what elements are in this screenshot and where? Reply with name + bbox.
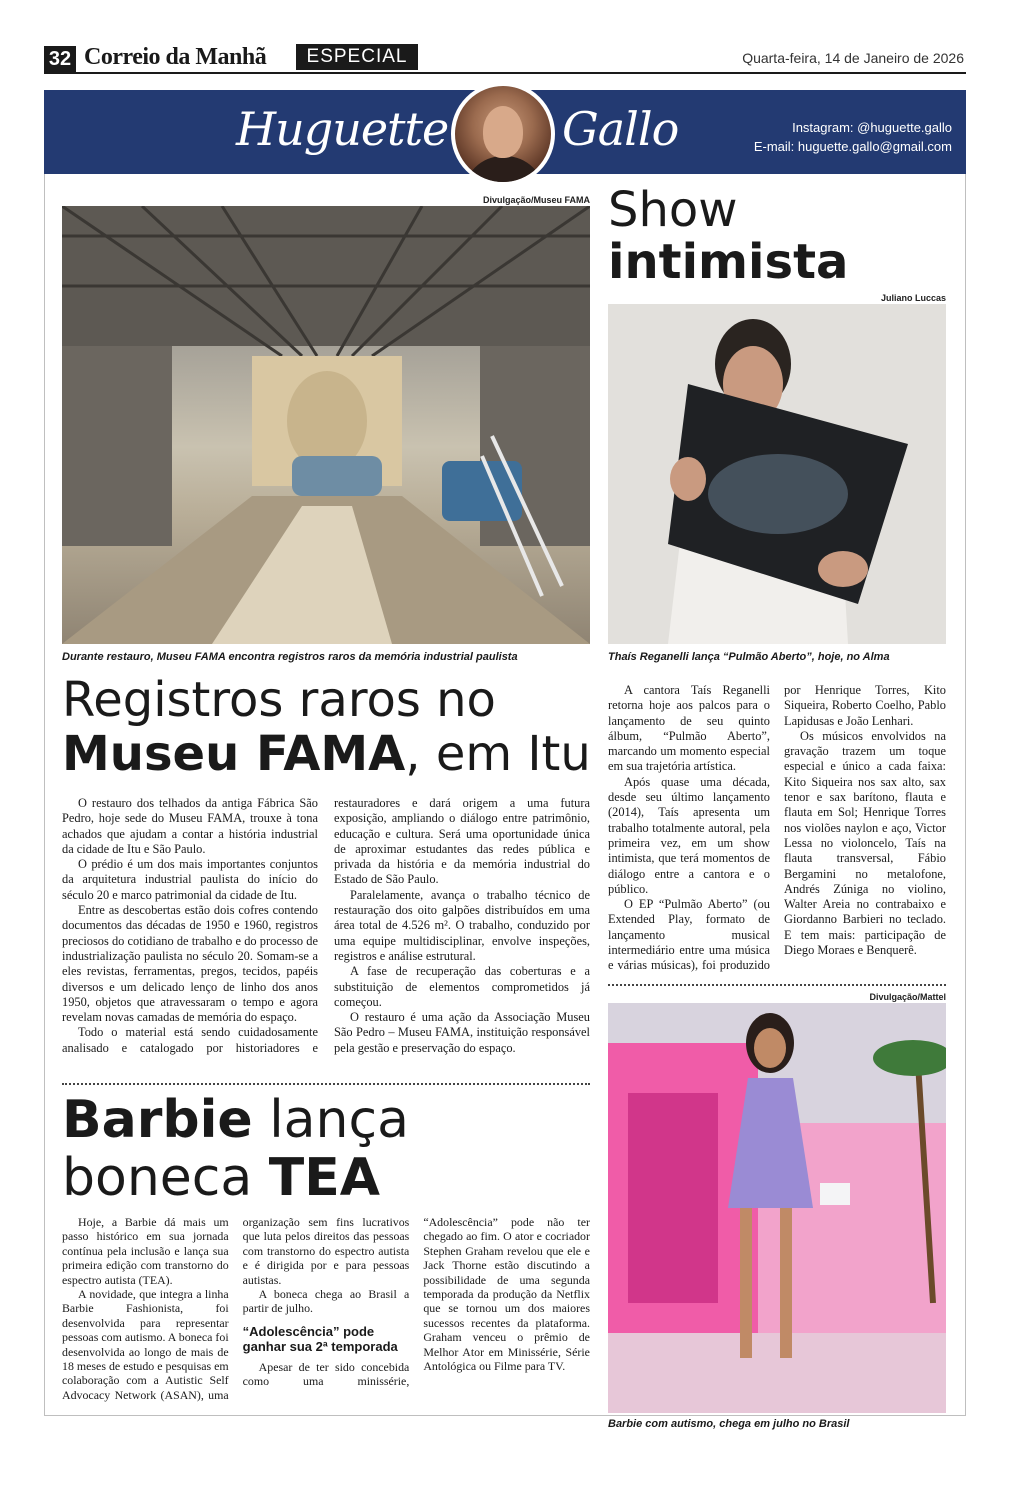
- barbie-paragraph: Hoje, a Barbie dá mais um passo histórico em sua jornada contínua pela inclusão e lança sua primeira edição com transtorno do espectro autista (TEA).: [62, 1215, 229, 1287]
- show-paragraph: Após quase uma década, desde seu último lançamento (2014), Taís apresenta um trabalho totalmente autoral, pela primeira vez, em um show intimista, que terá momentos de diálogo entre a cantora e o público.: [608, 774, 770, 896]
- museum-headline: [62, 672, 591, 782]
- show-paragraph: O EP “Pulmão Aberto” (ou Extended Play, formato de lançamento musical intermediário entre uma música e várias músicas), foi produzido por Henrique Torres, Kito Siqueira, Roberto Coelho, Pablo Lapidusas e João Lenhari.: [608, 683, 946, 973]
- museum-photo-credit: Divulgação/Museu FAMA: [482, 195, 590, 205]
- adolescencia-subhead: “Adolescência” pode ganhar sua 2ª temporada: [242, 1323, 398, 1354]
- show-headline-bold: intimista: [608, 234, 849, 290]
- museum-paragraph: Paralelamente, avança o trabalho técnico de restauração dos oito galpões distribuídos em uma área total de 4.526 m². O trabalho, conduzido por uma equipe multidisciplinar, envolve inspeções, registros e análise estrutural.: [334, 887, 590, 963]
- show-paragraph: A cantora Taís Reganelli retorna hoje aos palcos para o lançamento de seu quinto álbum, “Pulmão Aberto”, marcando um momento especial em sua trajetória artística.: [608, 683, 770, 774]
- show-photo-caption: Thaís Reganelli lança “Pulmão Aberto”, hoje, no Alma: [608, 651, 890, 663]
- barbie-photo-caption: Barbie com autismo, chega em julho no Brasil: [608, 1418, 850, 1430]
- dateline: Quarta-feira, 14 de Janeiro de 2026: [742, 50, 964, 66]
- museum-article-body: [62, 796, 590, 1078]
- museum-headline-rest: , em Itu: [405, 726, 591, 782]
- show-headline-light: Show: [608, 182, 738, 238]
- columnist-last-name: Gallo: [562, 102, 679, 156]
- museum-paragraph: O restauro dos telhados da antiga Fábrica São Pedro, hoje sede do Museu FAMA, trouxe à tona achados que ajudam a contar a história industrial da cidade de Itu e São Paulo.: [62, 796, 318, 856]
- page-number: 32: [44, 46, 76, 72]
- barbie-paragraph: A novidade, que integra a linha Barbie Fashionista, foi desenvolvida para representar pessoas com autismo. A boneca foi desenvolvida ao longo de mais de 18 meses de estudo e pesquisas em colaboração com a Autistic Self Advocacy Network (ASAN), uma organização sem fins lucrativos que luta pelos direitos das pessoas com transtorno do espectro autista e é dirigida por e para pessoas autistas.: [62, 1215, 410, 1402]
- barbie-photo-credit: Divulgação/Mattel: [869, 992, 946, 1002]
- barbie-headline-bold1: Barbie: [62, 1090, 253, 1150]
- columnist-contact: [754, 118, 952, 156]
- section-tag: ESPECIAL: [296, 44, 418, 70]
- show-headline: [608, 182, 849, 290]
- show-article-body: [608, 683, 946, 978]
- museum-paragraph: Todo o material está sendo cuidadosamente analisado e catalogado por historiadores e restauradores e dará origem a uma futura exposição, ampliando o diálogo entre patrimônio, educação e cultura. Será uma oportunidade única de aproximar estudantes das redes pública e privada da história e da memória industrial do Estado de São Paulo.: [62, 796, 590, 1055]
- museum-paragraph: O restauro é uma ação da Associação Museu São Pedro – Museu FAMA, instituição responsável pela gestão e preservação do espaço.: [334, 1010, 590, 1055]
- factory-interior-illustration: [62, 206, 590, 644]
- museum-photo-caption: Durante restauro, Museu FAMA encontra registros raros da memória industrial paulista: [62, 651, 518, 663]
- barbie-doll-illustration: [608, 1003, 946, 1413]
- show-photo-credit: Juliano Luccas: [880, 293, 946, 303]
- museum-paragraph: A fase de recuperação das coberturas e a substituição de elementos comprometidos já começou.: [334, 964, 590, 1009]
- section-divider: [608, 984, 946, 986]
- barbie-doll-photo: [608, 1003, 946, 1413]
- singer-photo: [608, 304, 946, 644]
- show-paragraph: Os músicos envolvidos na gravação trazem um toque especial e único a cada faixa: Kito Siqueira nos sax alto, sax tenor e sax barítono, flauta e flauta em Sol; Henrique Torres nos violões naylon e aço, Victor Lessa no violoncelo, Taís na flauta transversal, Fábio Bergamini no metalofone, Andrés Zúniga no violino, Walter Areia no contrabaixo e Giordanno Barbieri no teclado. E tem mais: participação de Diego Moraes e Benquerê.: [784, 728, 946, 958]
- barbie-headline-bold2: TEA: [268, 1148, 381, 1208]
- columnist-avatar: [451, 82, 555, 186]
- header-rule: [44, 72, 966, 74]
- barbie-article-body: [62, 1215, 590, 1415]
- museum-headline-bold: Museu FAMA: [62, 726, 406, 782]
- masthead-logo: Correio da Manhã: [84, 44, 267, 70]
- section-divider: [62, 1083, 590, 1085]
- museum-paragraph: Entre as descobertas estão dois cofres contendo documentos das décadas de 1950 e 1960, registros preciosos do cotidiano de trabalho e do processo de industrialização paulista no século 20. Somam-se a eles revistas, ferramentas, pregos, tecidos, papéis diversos e um delicado lenço de linho dos anos 1950, objetos que atravessaram o tempo e agora revelam novas camadas de memória do espaço.: [62, 903, 318, 1025]
- museum-factory-photo: [62, 206, 590, 644]
- instagram-handle[interactable]: Instagram: @huguette.gallo: [792, 120, 952, 135]
- singer-illustration: [608, 304, 946, 644]
- barbie-headline-light1: lança: [252, 1090, 409, 1150]
- barbie-headline: [62, 1090, 409, 1208]
- barbie-paragraph: Apesar de ter sido concebida como uma minissérie, “Adolescência” pode não ter chegado ao fim. O ator e cocriador Stephen Graham revelou que ele e Jack Thorne estão discutindo a possibilidade de uma segunda temporada da produção da Netflix que se tornou um dos maiores sucessos recentes da plataforma. Graham venceu o prêmio de Melhor Ator em Minissérie, Série Antológica ou Filme para TV.: [242, 1215, 590, 1389]
- barbie-paragraph: A boneca chega ao Brasil a partir de julho.: [242, 1287, 410, 1316]
- columnist-first-name: Huguette: [236, 102, 449, 156]
- barbie-headline-light2: boneca: [62, 1148, 269, 1208]
- museum-paragraph: O prédio é um dos mais importantes conjuntos da arquitetura industrial paulista do início do século 20 e marco patrimonial da cidade de Itu.: [62, 857, 318, 902]
- email-address[interactable]: E-mail: huguette.gallo@gmail.com: [753, 139, 952, 154]
- museum-headline-line1: Registros raros no: [62, 672, 496, 728]
